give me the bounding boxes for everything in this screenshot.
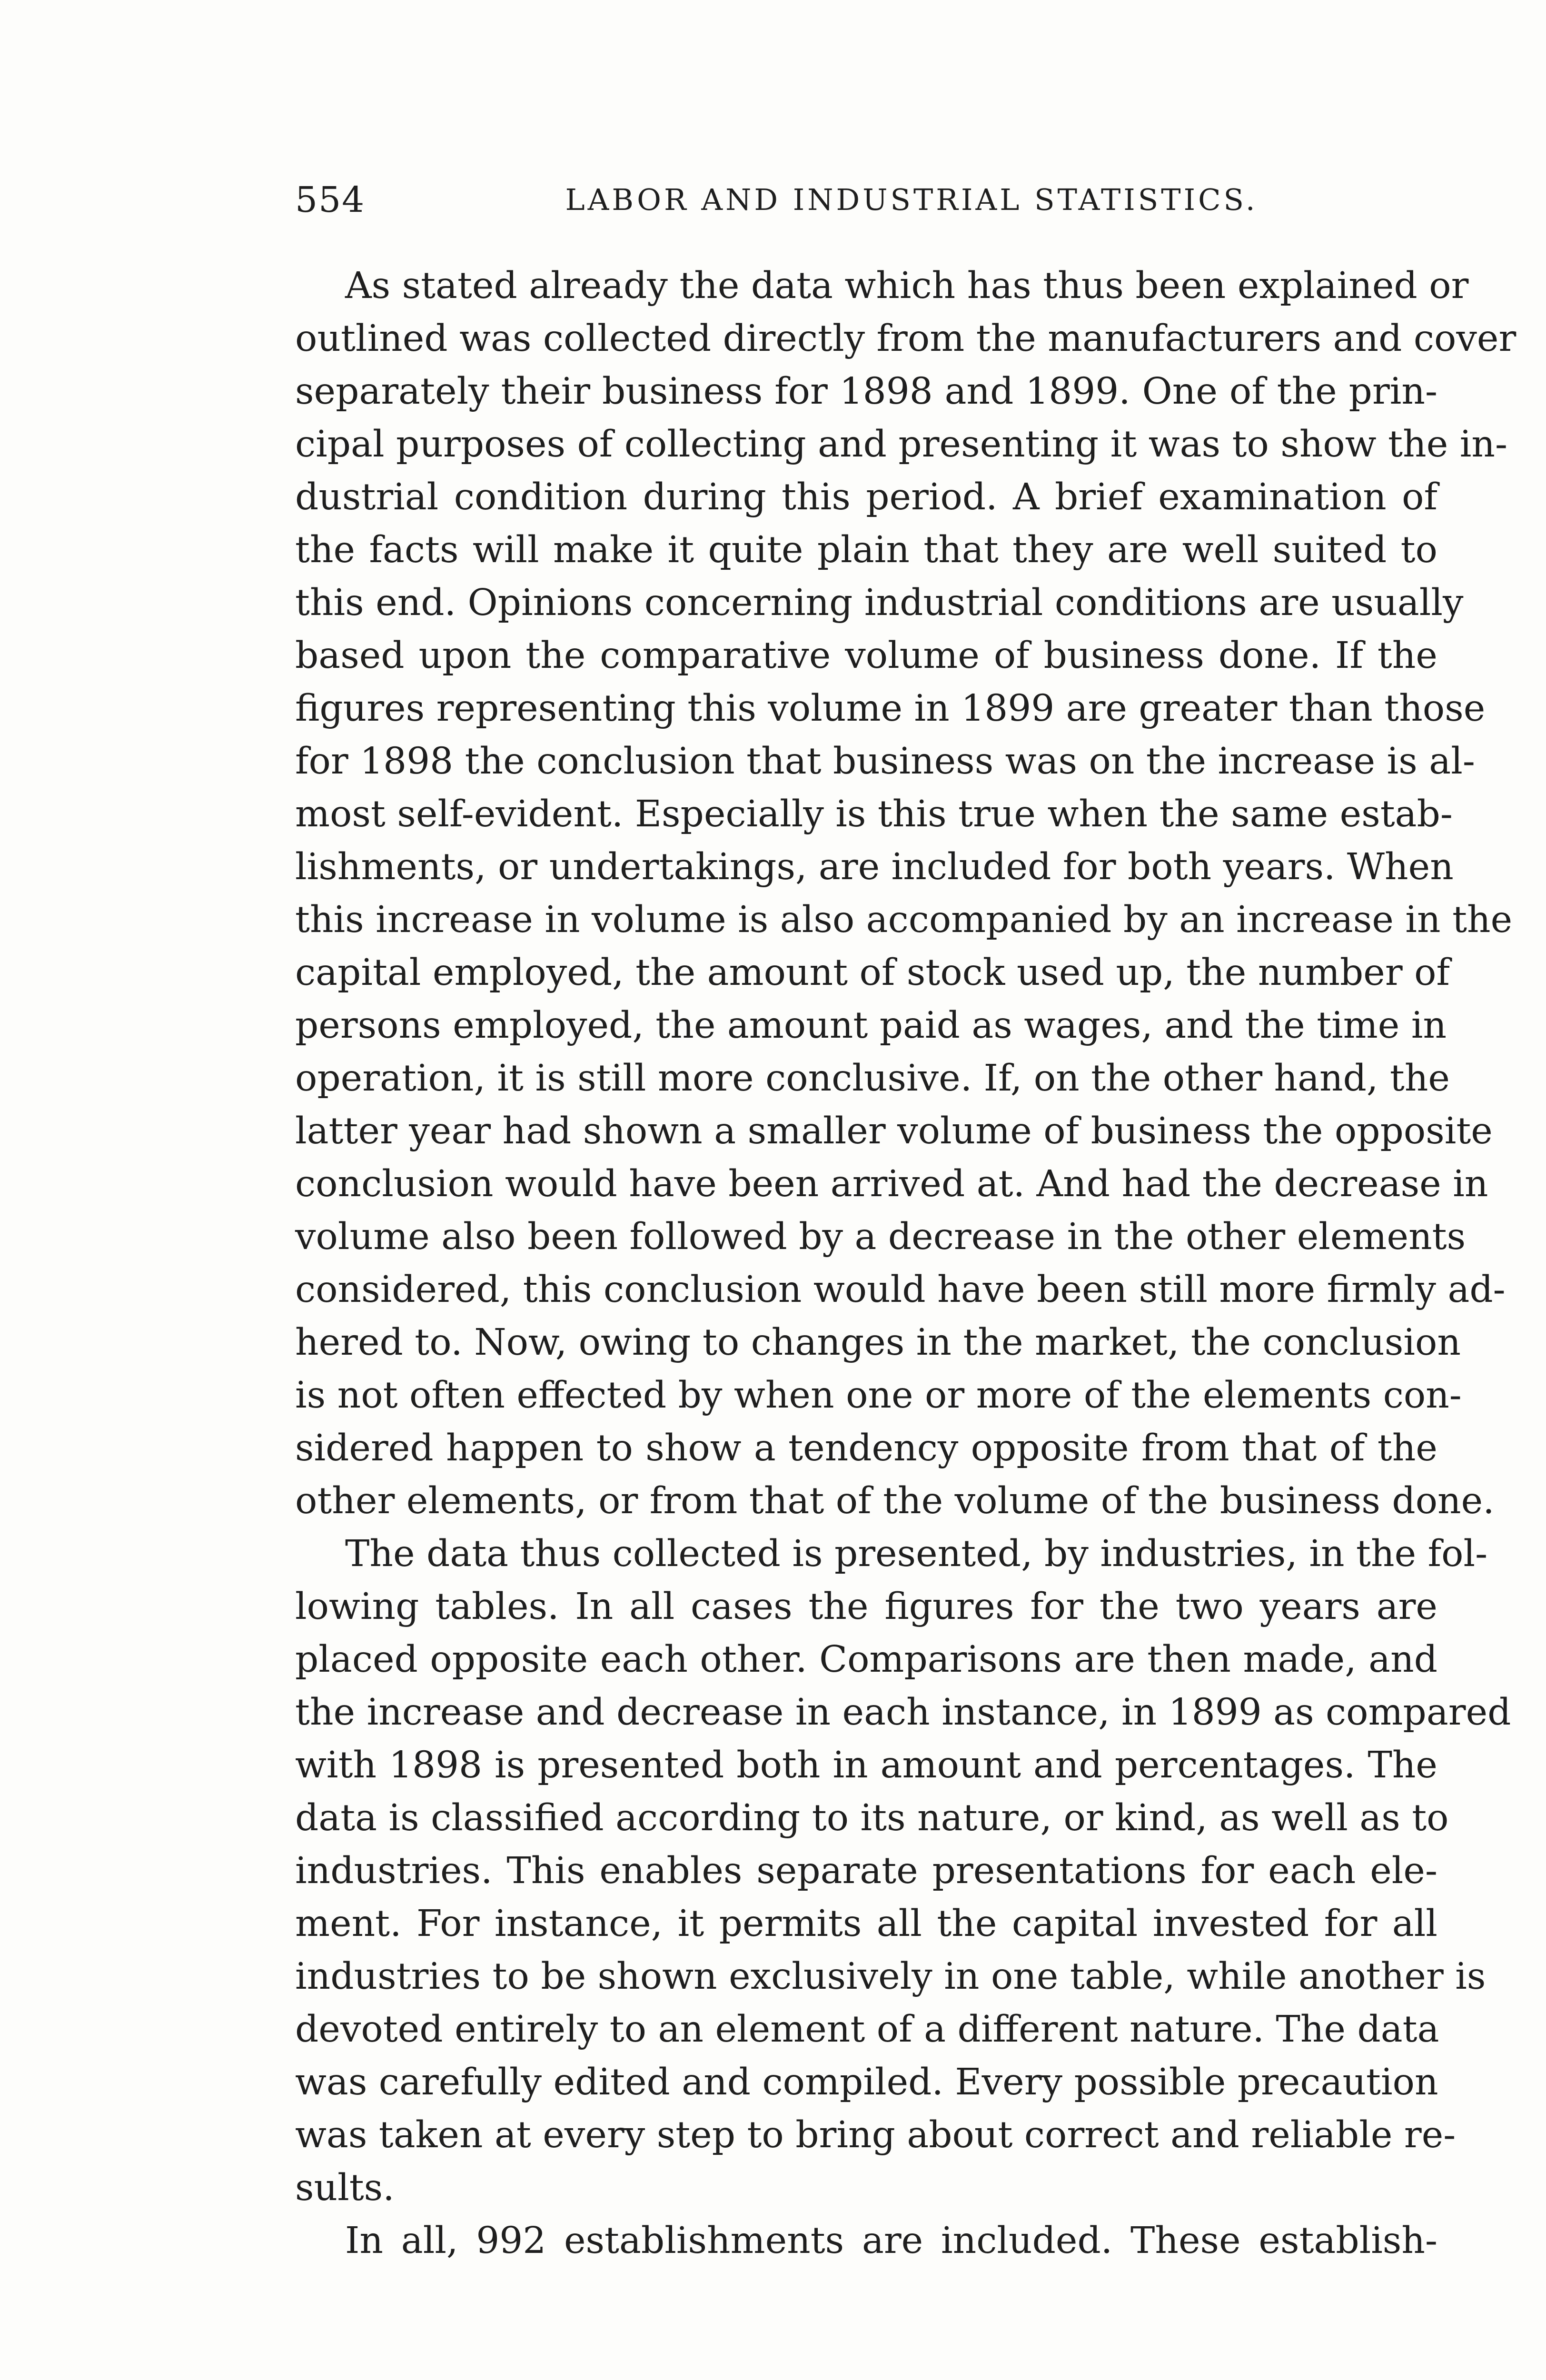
text-line: is not often effected by when one or more of the elements con- xyxy=(295,1374,1462,1417)
text-line: dustrial condition during this period. A brief examination of xyxy=(295,476,1437,518)
text-line: cipal purposes of collecting and presenting it was to show the in- xyxy=(295,423,1507,466)
text-line: this increase in volume is also accompanied by an increase in the xyxy=(295,899,1513,941)
text-line: data is classified according to its nature, or kind, as well as to xyxy=(295,1797,1449,1839)
text-line: lowing tables. In all cases the figures for the two years are xyxy=(295,1586,1437,1628)
text-line: was taken at every step to bring about correct and reliable re- xyxy=(295,2114,1456,2156)
page-number: 554 xyxy=(295,179,366,220)
text-line: ment. For instance, it permits all the capital invested for all xyxy=(295,1903,1437,1945)
text-line: sults. xyxy=(295,2167,395,2209)
text-line: devoted entirely to an element of a different nature. The data xyxy=(295,2008,1439,2051)
text-line: industries. This enables separate presentations for each ele- xyxy=(295,1850,1437,1892)
text-line: considered, this conclusion would have been still more firmly ad- xyxy=(295,1269,1506,1311)
text-line: figures representing this volume in 1899 are greater than those xyxy=(295,687,1486,730)
text-line: industries to be shown exclusively in one table, while another is xyxy=(295,1955,1486,1998)
running-head: LABOR AND INDUSTRIAL STATISTICS. xyxy=(565,182,1258,217)
text-line: persons employed, the amount paid as wages, and the time in xyxy=(295,1004,1447,1047)
text-line: hered to. Now, owing to changes in the market, the conclusion xyxy=(295,1321,1461,1364)
text-line: the facts will make it quite plain that they are well suited to xyxy=(295,529,1437,571)
text-line: latter year had shown a smaller volume of business the opposite xyxy=(295,1110,1493,1152)
text-line: the increase and decrease in each instance, in 1899 as compared xyxy=(295,1691,1511,1734)
text-line: volume also been followed by a decrease in the other elements xyxy=(295,1216,1466,1258)
page-header xyxy=(295,171,1437,228)
text-line: was carefully edited and compiled. Every possible precaution xyxy=(295,2061,1438,2103)
text-line: capital employed, the amount of stock used up, the number of xyxy=(295,952,1450,994)
paragraph-2 xyxy=(295,1527,1511,2214)
text-line: based upon the comparative volume of business done. If the xyxy=(295,635,1437,677)
text-line: sidered happen to show a tendency opposite from that of the xyxy=(295,1427,1437,1469)
text-line: most self-evident. Especially is this true when the same estab- xyxy=(295,793,1453,835)
paragraph-3 xyxy=(295,2214,1437,2267)
text-line: In all, 992 establishments are included. These establish- xyxy=(345,2220,1437,2262)
text-line: As stated already the data which has thus been explained or xyxy=(345,265,1469,307)
text-line: separately their business for 1898 and 1899. One of the prin- xyxy=(295,370,1437,413)
text-line: outlined was collected directly from the manufacturers and cover xyxy=(295,317,1516,360)
text-line: this end. Opinions concerning industrial conditions are usually xyxy=(295,582,1464,624)
text-line: placed opposite each other. Comparisons are then made, and xyxy=(295,1638,1437,1681)
text-line: for 1898 the conclusion that business was on the increase is al- xyxy=(295,740,1475,783)
text-line: lishments, or undertakings, are included for both years. When xyxy=(295,846,1454,888)
text-line: operation, it is still more conclusive. If, on the other hand, the xyxy=(295,1057,1450,1100)
text-line: conclusion would have been arrived at. And had the decrease in xyxy=(295,1163,1488,1205)
text-line: The data thus collected is presented, by industries, in the fol- xyxy=(345,1533,1488,1575)
paragraph-1 xyxy=(295,259,1516,1527)
body-text xyxy=(295,259,1516,2267)
text-line: other elements, or from that of the volume of the business done. xyxy=(295,1480,1495,1522)
text-line: with 1898 is presented both in amount and percentages. The xyxy=(295,1744,1437,1786)
